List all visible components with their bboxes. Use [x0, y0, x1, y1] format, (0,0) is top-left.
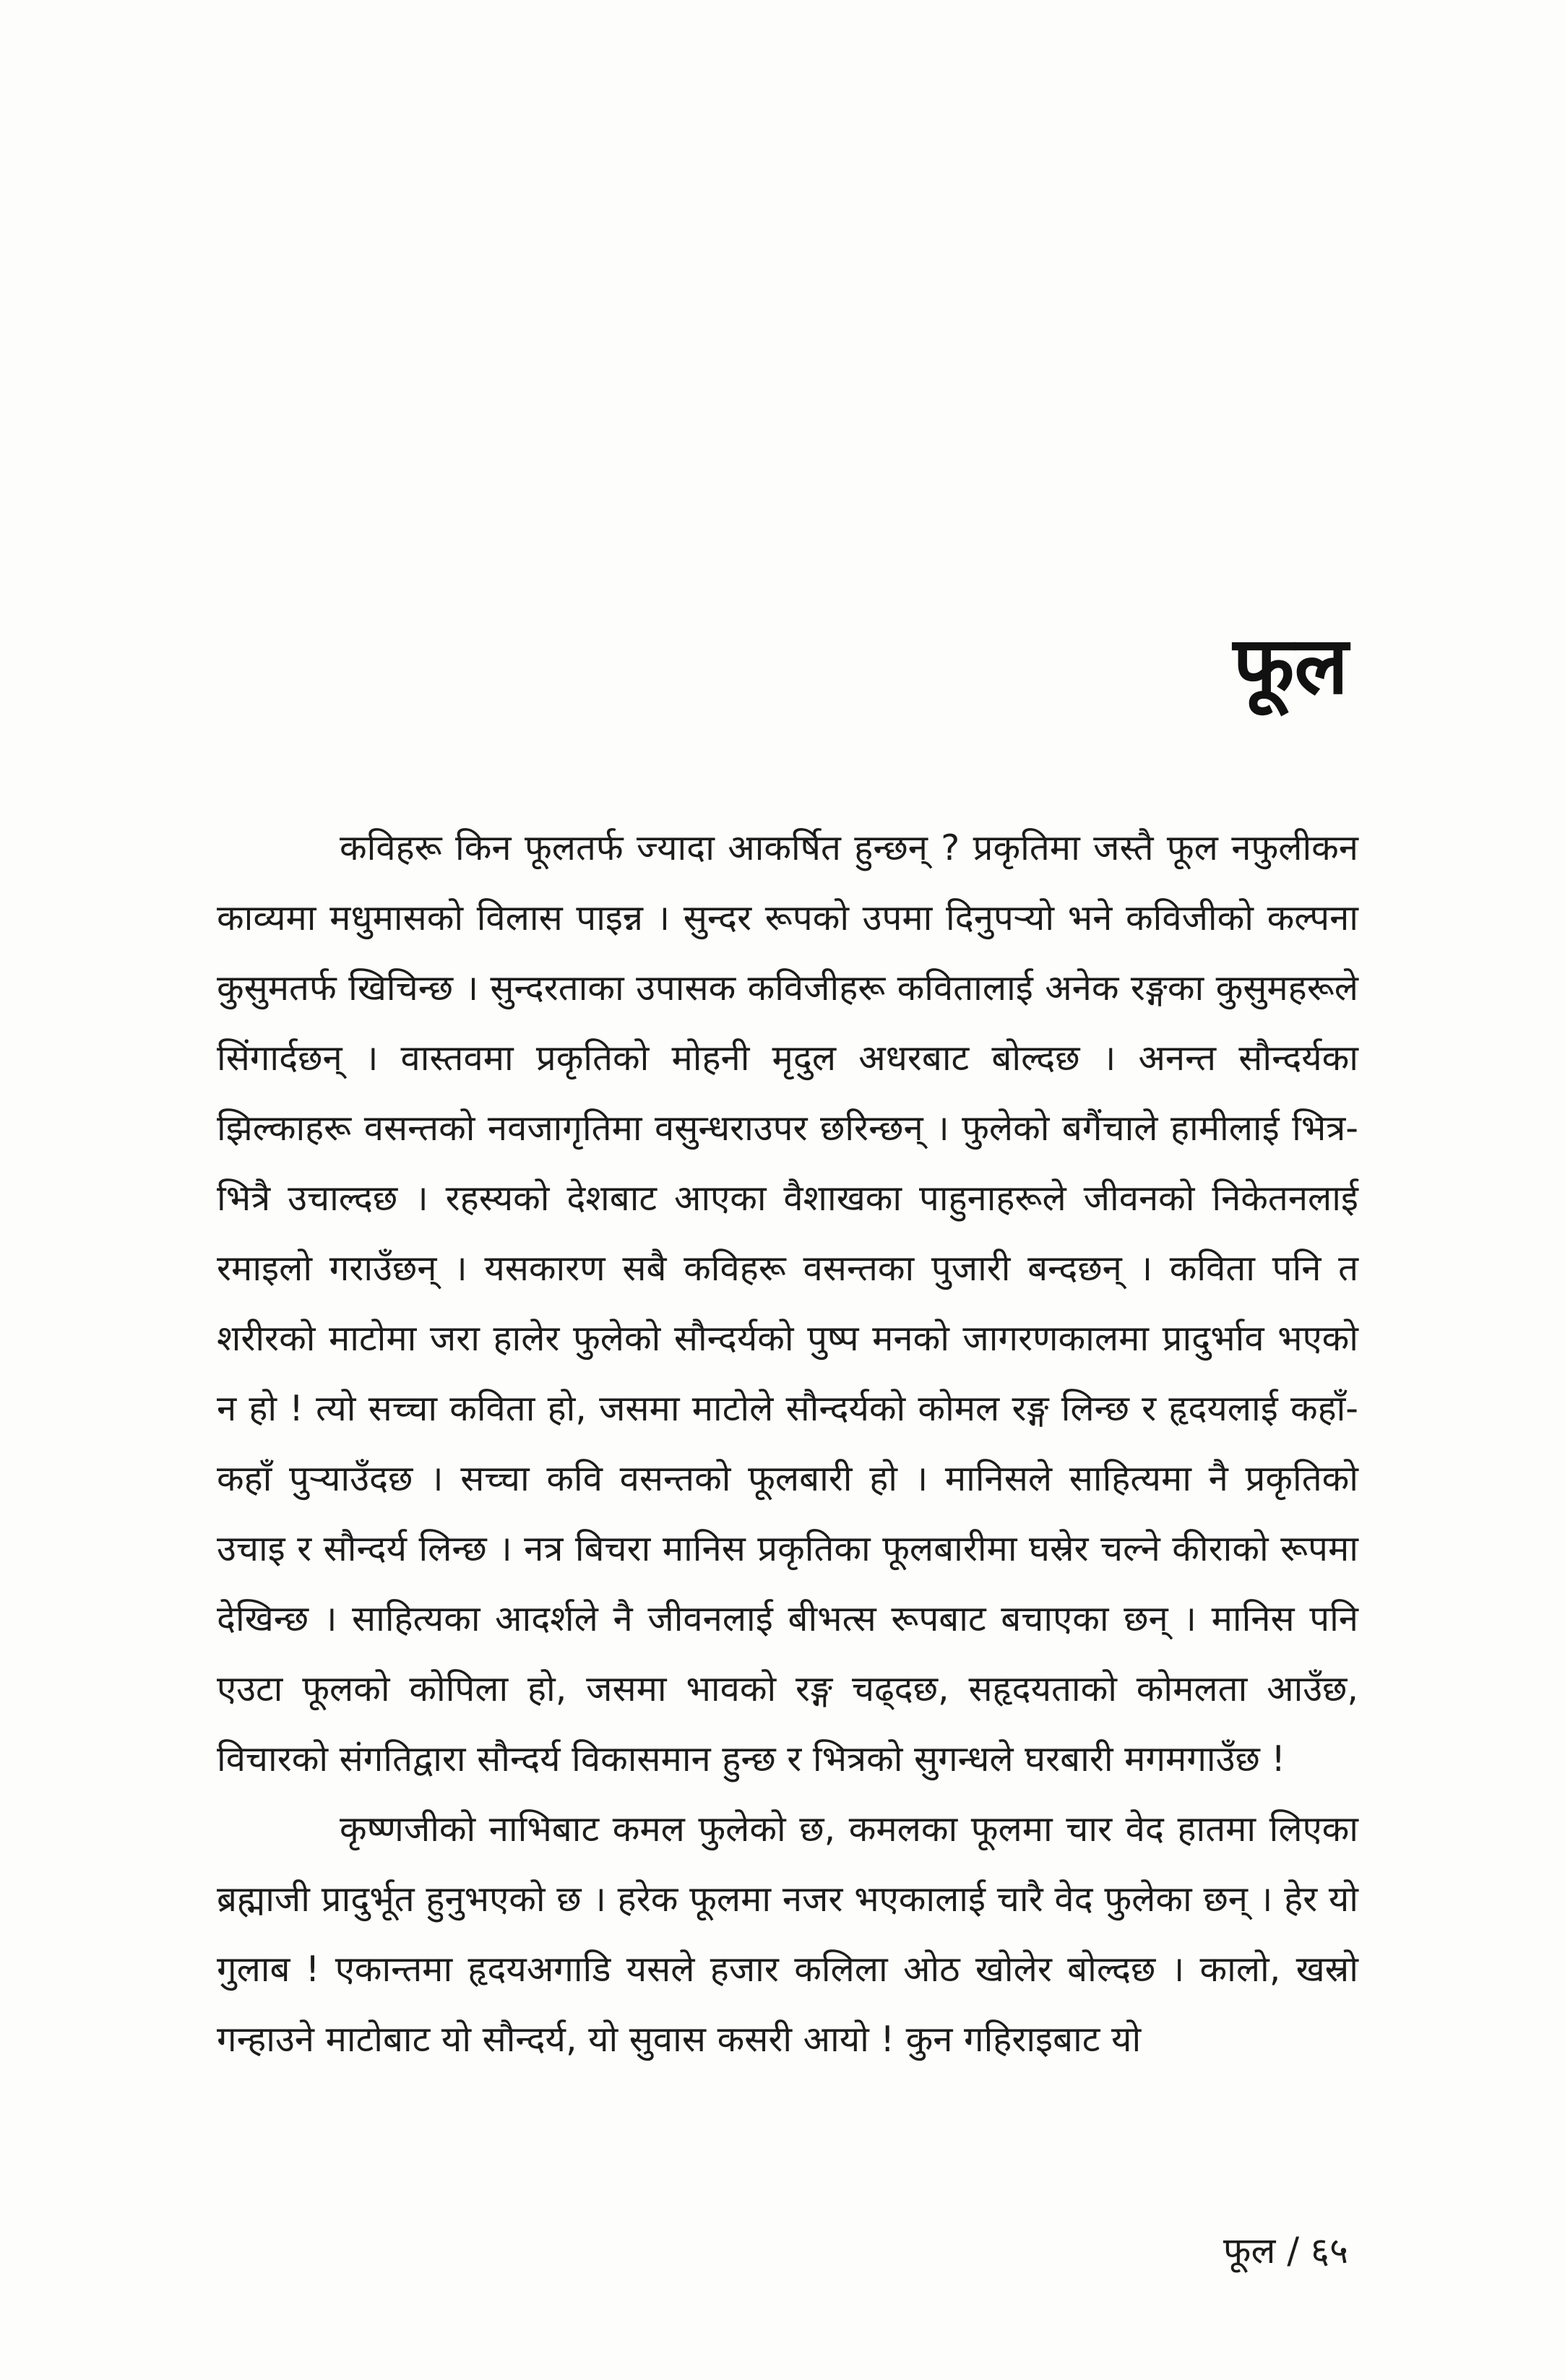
- chapter-body: [217, 813, 1358, 2074]
- paragraph-2: कृष्णजीको नाभिबाट कमल फुलेको छ, कमलका फूलमा चार वेद हातमा लिएका ब्रह्माजी प्रादुर्भूत हुनुभएको छ । हरेक फूलमा नजर भएकालाई चारै वेद फुलेका छन् । हेर यो गुलाब ! एकान्तमा हृदयअगाडि यसले हजार कलिला ओठ खोलेर बोल्दछ । कालो, खस्रो गन्हाउने माटोबाट यो सौन्दर्य, यो सुवास कसरी आयो ! कुन गहिराइबाट यो: [217, 1808, 1358, 2060]
- chapter-title: फूल: [1233, 619, 1348, 712]
- page-footer: फूल / ६५: [1223, 2230, 1348, 2272]
- paragraph-1: कविहरू किन फूलतर्फ ज्यादा आकर्षित हुन्छन् ? प्रकृतिमा जस्तै फूल नफुलीकन काव्यमा मधुमासको विलास पाइन्न । सुन्दर रूपको उपमा दिनुपर्‍यो भने कविजीको कल्पना कुसुमतर्फ खिचिन्छ । सुन्दरताका उपासक कविजीहरू कवितालाई अनेक रङ्गका कुसुमहरूले सिंगार्दछन् । वास्तवमा प्रकृतिको मोहनी मृदुल अधरबाट बोल्दछ । अनन्त सौन्दर्यका झिल्काहरू वसन्तको नवजागृतिमा वसुन्धराउपर छरिन्छन् । फुलेको बगैंचाले हामीलाई भित्र-भित्रै उचाल्दछ । रहस्यको देशबाट आएका वैशाखका पाहुनाहरूले जीवनको निकेतनलाई रमाइलो गराउँछन् । यसकारण सबै कविहरू वसन्तका पुजारी बन्दछन् । कविता पनि त शरीरको माटोमा जरा हालेर फुलेको सौन्दर्यको पुष्प मनको जागरणकालमा प्रादुर्भाव भएको न हो ! त्यो सच्चा कविता हो, जसमा माटोले सौन्दर्यको कोमल रङ्ग लिन्छ र हृदयलाई कहाँ-कहाँ पुर्‍याउँदछ । सच्चा कवि वसन्तको फूलबारी हो । मानिसले साहित्यमा नै प्रकृतिको उचाइ र सौन्दर्य लिन्छ । नत्र बिचरा मानिस प्रकृतिका फूलबारीमा घस्रेर चल्ने कीराको रूपमा देखिन्छ । साहित्यका आदर्शले नै जीवनलाई बीभत्स रूपबाट बचाएका छन् । मानिस पनि एउटा फूलको कोपिला हो, जसमा भावको रङ्ग चढ्दछ, सहृदयताको कोमलता आउँछ, विचारको संगतिद्वारा सौन्दर्य विकासमान हुन्छ र भित्रको सुगन्धले घरबारी मगमगाउँछ !: [217, 827, 1358, 1780]
